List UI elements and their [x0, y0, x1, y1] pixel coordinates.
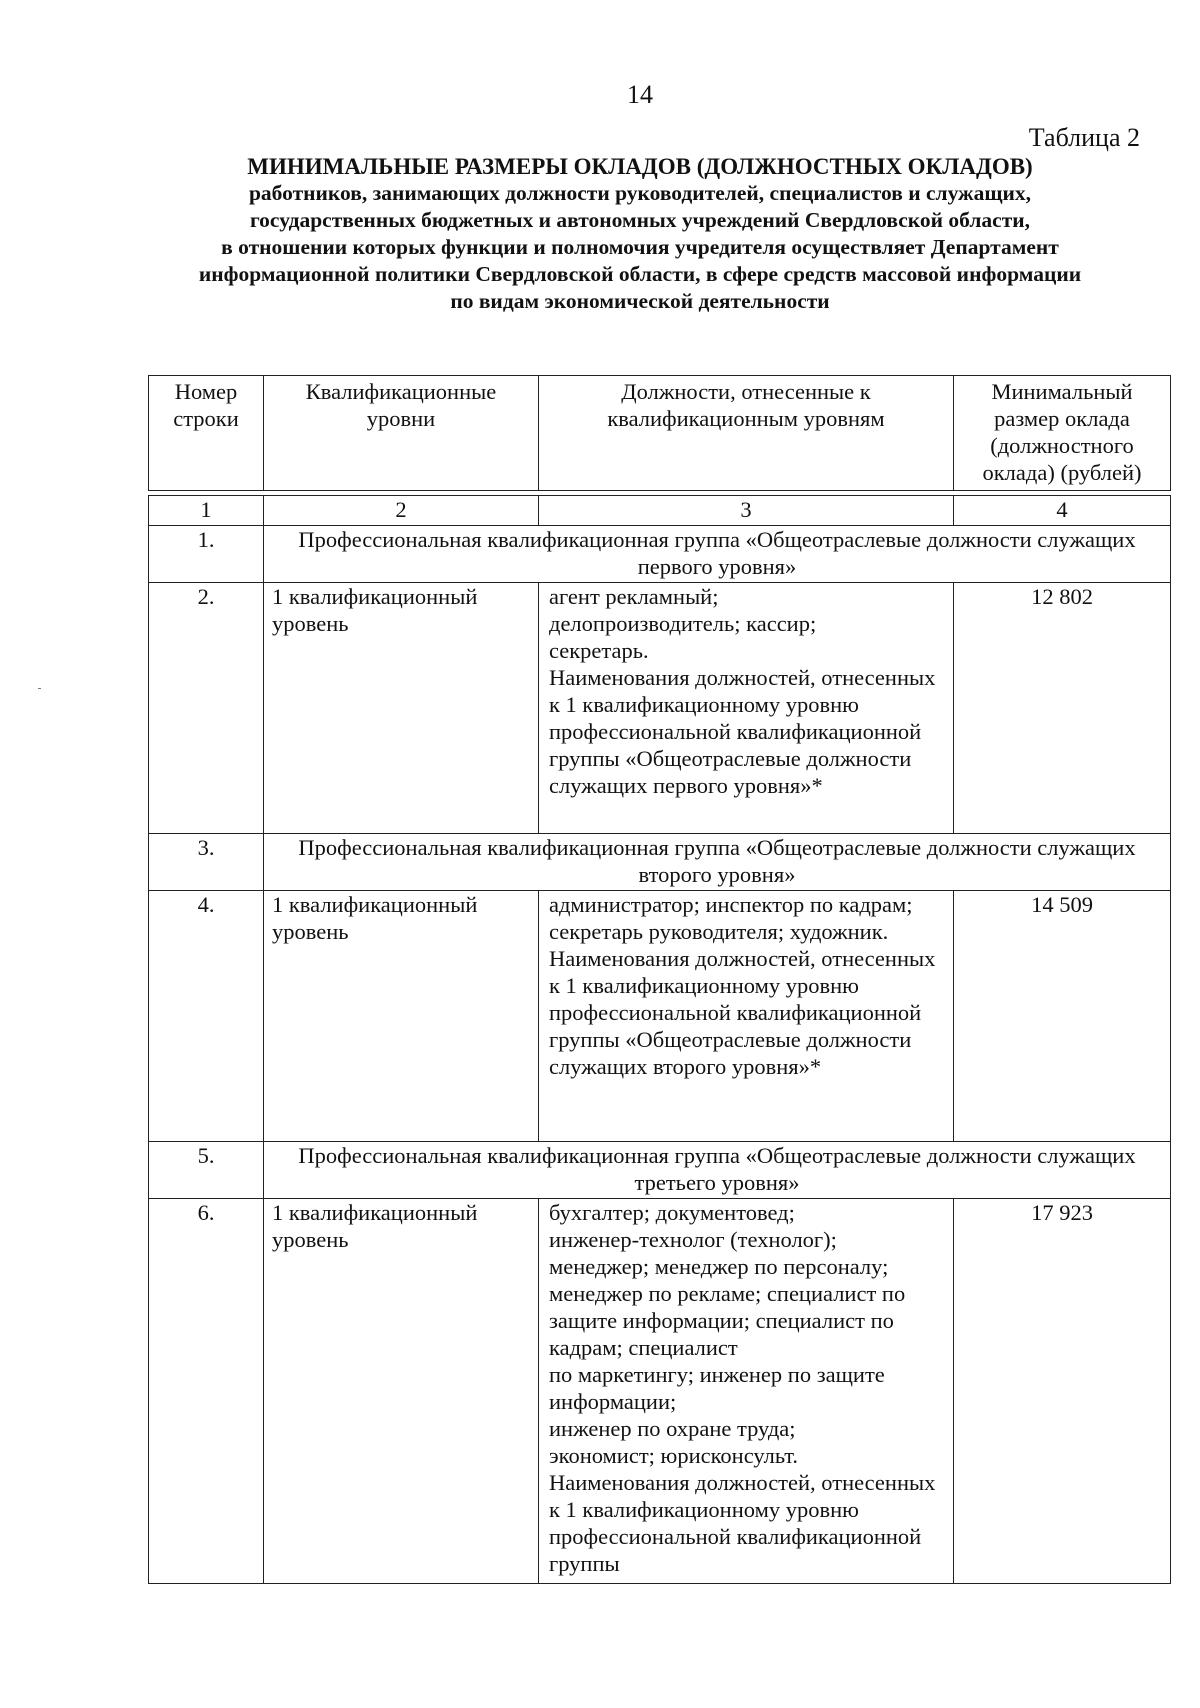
- column-number: 2: [264, 496, 539, 526]
- group-row: [149, 526, 1171, 583]
- qualification-level: 1 квалификационный уровень: [264, 891, 539, 1142]
- heading-title: МИНИМАЛЬНЫЕ РАЗМЕРЫ ОКЛАДОВ (ДОЛЖНОСТНЫХ ОКЛАДОВ): [247, 154, 1033, 179]
- column-number: 1: [149, 496, 264, 526]
- group-title: Профессиональная квалификационная группа «Общеотраслевые должности служащих второго уровня»: [264, 834, 1171, 891]
- heading-line: информационной политики Свердловской области, в сфере средств массовой информации: [198, 262, 1082, 286]
- header-cell-salary: Минимальный размер оклада (должностного оклада) (рублей): [954, 376, 1171, 491]
- column-number-row: [149, 496, 1171, 526]
- salary-table-body: [148, 495, 1171, 1584]
- column-number: 4: [954, 496, 1171, 526]
- row-number: 5.: [149, 1142, 264, 1199]
- header-cell-positions: Должности, отнесенные к квалификационным уровням: [539, 376, 954, 491]
- table-row: [149, 891, 1171, 1142]
- salary-value: 14 509: [954, 891, 1171, 1142]
- document-heading: [140, 153, 1140, 315]
- heading-line: по видам экономической деятельности: [450, 289, 830, 313]
- group-title: Профессиональная квалификационная группа «Общеотраслевые должности служащих первого уровня»: [264, 526, 1171, 583]
- qualification-level: 1 квалификационный уровень: [264, 583, 539, 834]
- heading-line: государственных бюджетных и автономных учреждений Свердловской области,: [249, 208, 1031, 232]
- group-row: [149, 834, 1171, 891]
- salary-value: 17 923: [954, 1199, 1171, 1584]
- row-number: 4.: [149, 891, 264, 1142]
- header-cell-level: Квалификационные уровни: [264, 376, 539, 491]
- positions-list: бухгалтер; документовед; инженер-технолог (технолог); менеджер; менеджер по персоналу; менеджер по рекламе; специалист по защите информации; специалист по кадрам; специалист по маркетингу; инженер по защите информации; инженер по охране труда; экономист; юрисконсульт. Наименования должностей, отнесенных к 1 квалификационному уровню профессиональной квалификационной группы: [539, 1199, 954, 1584]
- row-number: 2.: [149, 583, 264, 834]
- row-number: 3.: [149, 834, 264, 891]
- salary-table-header: [148, 375, 1171, 491]
- group-title: Профессиональная квалификационная группа «Общеотраслевые должности служащих третьего уровня»: [264, 1142, 1171, 1199]
- table-label: Таблица 2: [1028, 123, 1140, 152]
- row-number: 6.: [149, 1199, 264, 1584]
- positions-list: администратор; инспектор по кадрам; секретарь руководителя; художник. Наименования должностей, отнесенных к 1 квалификационному уровню профессиональной квалификационной группы «Общеотраслевые должности служащих второго уровня»*: [539, 891, 954, 1142]
- scan-mark: [38, 688, 41, 689]
- page-number: 14: [627, 80, 653, 109]
- heading-line: в отношении которых функции и полномочия учредителя осуществляет Департамент: [221, 235, 1059, 259]
- header-row: [149, 376, 1171, 491]
- header-cell-number: Номер строки: [149, 376, 264, 491]
- salary-value: 12 802: [954, 583, 1171, 834]
- table-row: [149, 583, 1171, 834]
- qualification-level: 1 квалификационный уровень: [264, 1199, 539, 1584]
- table-row: [149, 1199, 1171, 1584]
- row-number: 1.: [149, 526, 264, 583]
- heading-line: работников, занимающих должности руководителей, специалистов и служащих,: [248, 181, 1032, 205]
- column-number: 3: [539, 496, 954, 526]
- positions-list: агент рекламный; делопроизводитель; кассир; секретарь. Наименования должностей, отнесенных к 1 квалификационному уровню профессиональной квалификационной группы «Общеотраслевые должности служащих первого уровня»*: [539, 583, 954, 834]
- group-row: [149, 1142, 1171, 1199]
